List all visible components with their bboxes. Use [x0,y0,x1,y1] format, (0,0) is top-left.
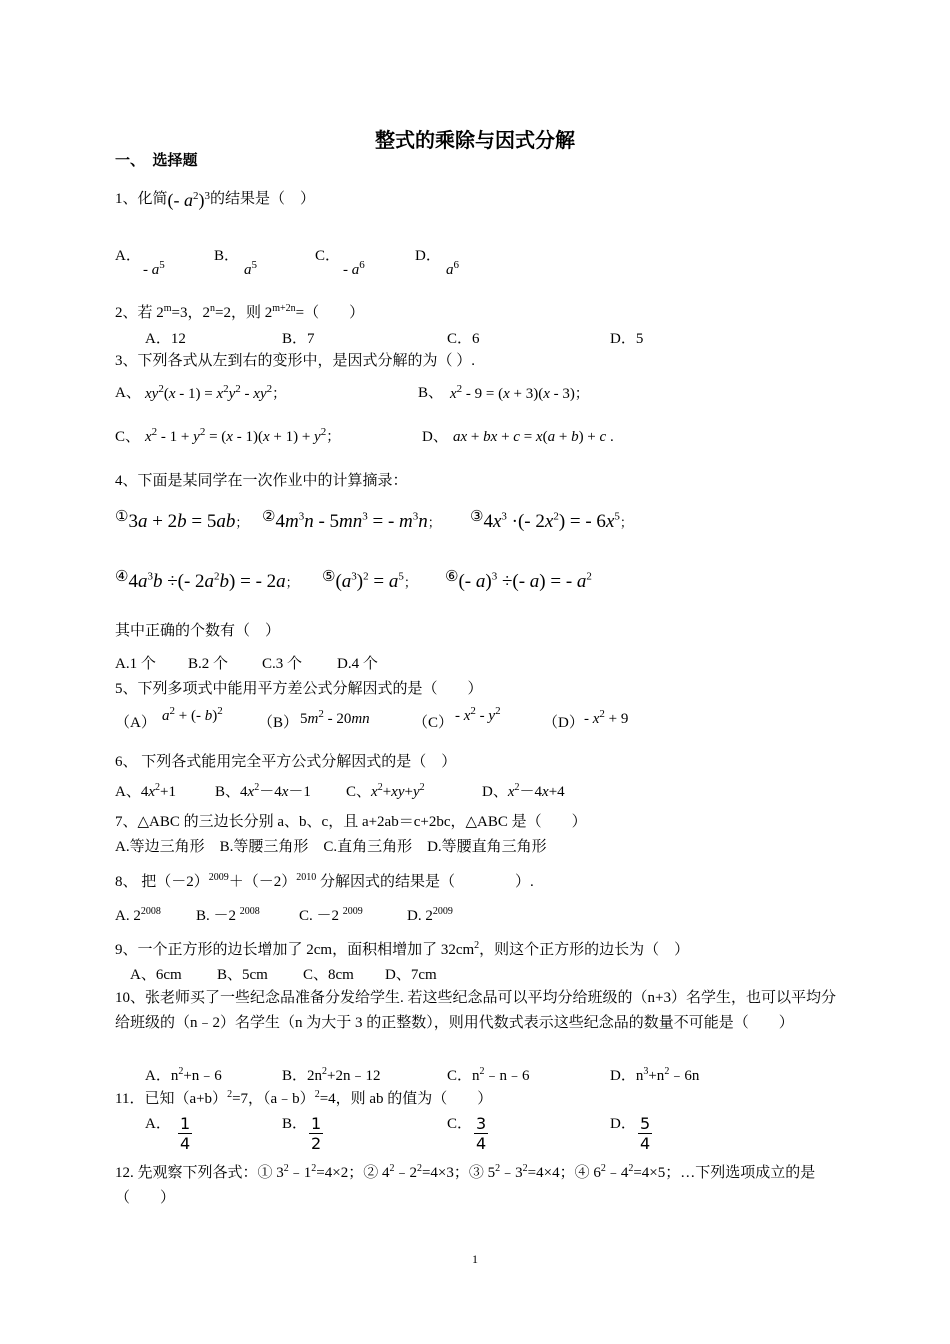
q10-option-d[interactable]: D．$n^3+n^2﹣6n$ [610,1066,700,1084]
q10-option-b[interactable]: B．$2n^2+2n﹣12$ [282,1066,381,1084]
q5-label-b[interactable]: （B） [258,715,299,731]
q8-option-b[interactable]: B. －2 $^{2008}$ [196,906,260,924]
q9-option-a[interactable]: A、6cm [130,967,182,983]
q9-option-c[interactable]: C、8cm [303,967,354,983]
q6-option-a[interactable]: A、$4x^2+1$ [115,782,176,800]
q8-option-a[interactable]: A. $2^{2008}$ [115,906,161,924]
q4-item-5: $^⑤(a^3)^2 = a^5$； [322,567,417,592]
question-8-stem: 8、 把$(-2)^{2009}+(-2)^{2010}$ 分解因式的结果是（ ）. [115,872,534,890]
q8-option-c[interactable]: C. －2 $^{2009}$ [299,906,363,924]
q3-option-c-expr: $x^2 - 1 + y^2 = (x - 1)(x + 1) + y^2$； [145,426,341,445]
q9-option-b[interactable]: B、5cm [217,967,268,983]
question-1-stem: 1、化简(- $a^2)^3$的结果是（ ） [115,190,316,210]
q3-option-d-expr: ax + bx + c = x(a + b) + c . [453,429,614,445]
q3-label-b[interactable]: B、 [418,385,444,401]
q9-option-d[interactable]: D、7cm [385,967,437,983]
q5-option-a-expr: $a^2$ + (- b)$^2$ [162,705,223,724]
q11-option-b-fraction: $\frac{1}{2}$ [311,1114,322,1153]
q4-option-c[interactable]: C.3 个 [262,656,303,672]
q4-item-4: $^④4a^3b$ ÷(- $2a^2b$) = - 2a； [115,567,299,592]
q1-option-d-value: $a^6$ [446,259,459,278]
q11-option-d[interactable]: D． [610,1116,636,1132]
q1-expression: (- $a^2)^3$ [167,190,211,210]
q6-option-d[interactable]: D、$x^2-4x+4$ [482,782,565,800]
q2-option-b[interactable]: B．7 [282,331,315,347]
q11-option-a-fraction: $\frac{1}{4}$ [180,1114,191,1153]
q11-option-c-fraction: $\frac{3}{4}$ [476,1114,487,1153]
q3-label-c[interactable]: C、 [115,429,141,445]
page-title: 整式的乘除与因式分解 [375,130,575,152]
q5-option-d-expr: - $x^2 + 9$ [584,708,629,727]
question-4-stem: 4、下面是某同学在一次作业中的计算摘录： [115,473,408,489]
question-12-stem: 12. 先观察下列各式：① $3^2﹣1^2=4\times 2$；② $4^2﹣2^2=4\times 3$；③ $5^2﹣3^2=4\times 4$；④ $6^2﹣4^2=4\times 5$；…下列选项成立的是（ ） [115,1163,816,1206]
section-heading: 一、 选择题 [115,153,198,169]
q5-label-c[interactable]: （C） [413,715,454,731]
q4-item-6: ⑥(- a)$^3$ ÷(- a) = - $a^2$ [445,567,592,592]
q6-option-b[interactable]: B、$4x^2-4x-1$ [215,782,311,800]
q5-label-a[interactable]: （A） [115,715,156,731]
q1-option-c-value: - $a^6$ [343,259,365,278]
q1-option-a-value: - $a^5$ [143,259,165,278]
q8-option-d[interactable]: D. $2^{2009}$ [407,906,453,924]
question-6-stem: 6、 下列各式能用完全平方公式分解因式的是（ ） [115,754,457,770]
q3-option-a-expr: $xy^2(x - 1) = x^2y^2 - xy^2$； [145,383,287,402]
q1-option-b[interactable]: B． [214,248,240,264]
question-9-stem: 9、一个正方形的边长增加了 2cm，面积相增加了 $32cm^2$，则这个正方形的边长为（ ） [115,940,690,958]
question-5-stem: 5、下列多项式中能用平方差公式分解因式的是（ ） [115,681,483,697]
q4-option-d[interactable]: D.4 个 [337,656,378,672]
question-10-stem: 10、张老师买了一些纪念品准备分发给学生. 若这些纪念品可以平均分给班级的（n+3）名学生，也可以平均分给班级的（n﹣2）名学生（n 为大于 3 的正整数），则用代数式表示这些纪念品的数量不可能是（ ） [115,990,836,1031]
q1-option-a[interactable]: A． [115,248,141,264]
q4-question: 其中正确的个数有（ ） [115,623,281,639]
question-2-stem: 2、若 $2^m=3$，$2^n=2$，则 $2^{m+2n}=$（ ） [115,303,365,321]
q2-option-d[interactable]: D．5 [610,331,644,347]
q2-option-a[interactable]: A．12 [145,331,186,347]
q3-label-a[interactable]: A、 [115,385,141,401]
q5-option-c-expr: - $x^2 - y^2$ [455,705,501,724]
q10-option-a[interactable]: A．$n^2+n﹣6$ [145,1066,222,1084]
q5-label-d[interactable]: （D） [543,715,584,731]
q6-option-c[interactable]: C、$x^2+xy+y^2$ [346,782,425,800]
q11-option-c[interactable]: C． [447,1116,473,1132]
q4-option-a[interactable]: A.1 个 [115,656,156,672]
q1-option-c[interactable]: C． [315,248,341,264]
q3-option-b-expr: $x^2 - 9 = (x + 3)(x - 3)$； [450,383,589,402]
q4-item-1: ①3a + 2b = 5ab； [115,507,249,532]
q10-option-c[interactable]: C．$n^2﹣n﹣6$ [447,1066,530,1084]
q7-options[interactable]: A.等边三角形 B.等腰三角形 C.直角三角形 D.等腰直角三角形 [115,839,547,855]
q1-option-b-value: $a^5$ [244,259,257,278]
q4-item-3: $^③4x^3$ ·(- $2x^2$) = - $6x^5$； [470,507,633,532]
question-7-stem: 7、△ABC 的三边长分别 a、b、c，且 a+2ab＝c+2bc，△ABC 是（ ） [115,814,587,830]
q4-option-b[interactable]: B.2 个 [188,656,229,672]
question-11-stem: 11．已知$(a+b)^2=7$，（a﹣b）$^2$=4，则 ab 的值为（ ） [115,1089,493,1107]
q1-option-d[interactable]: D． [415,248,441,264]
q11-option-b[interactable]: B． [282,1116,308,1132]
q11-option-a[interactable]: A． [145,1116,171,1132]
page-number: 1 [472,1252,478,1266]
q3-label-d[interactable]: D、 [422,429,448,445]
q5-option-b-expr: $5m^2 - 20mn$ [300,708,370,727]
q2-option-c[interactable]: C．6 [447,331,480,347]
q11-option-d-fraction: $\frac{5}{4}$ [640,1114,651,1153]
q4-item-2: $^②4m^3n - 5mn^3$ = - $m^3n$； [262,507,441,532]
question-3-stem: 3、下列各式从左到右的变形中，是因式分解的为（ ）. [115,353,476,369]
